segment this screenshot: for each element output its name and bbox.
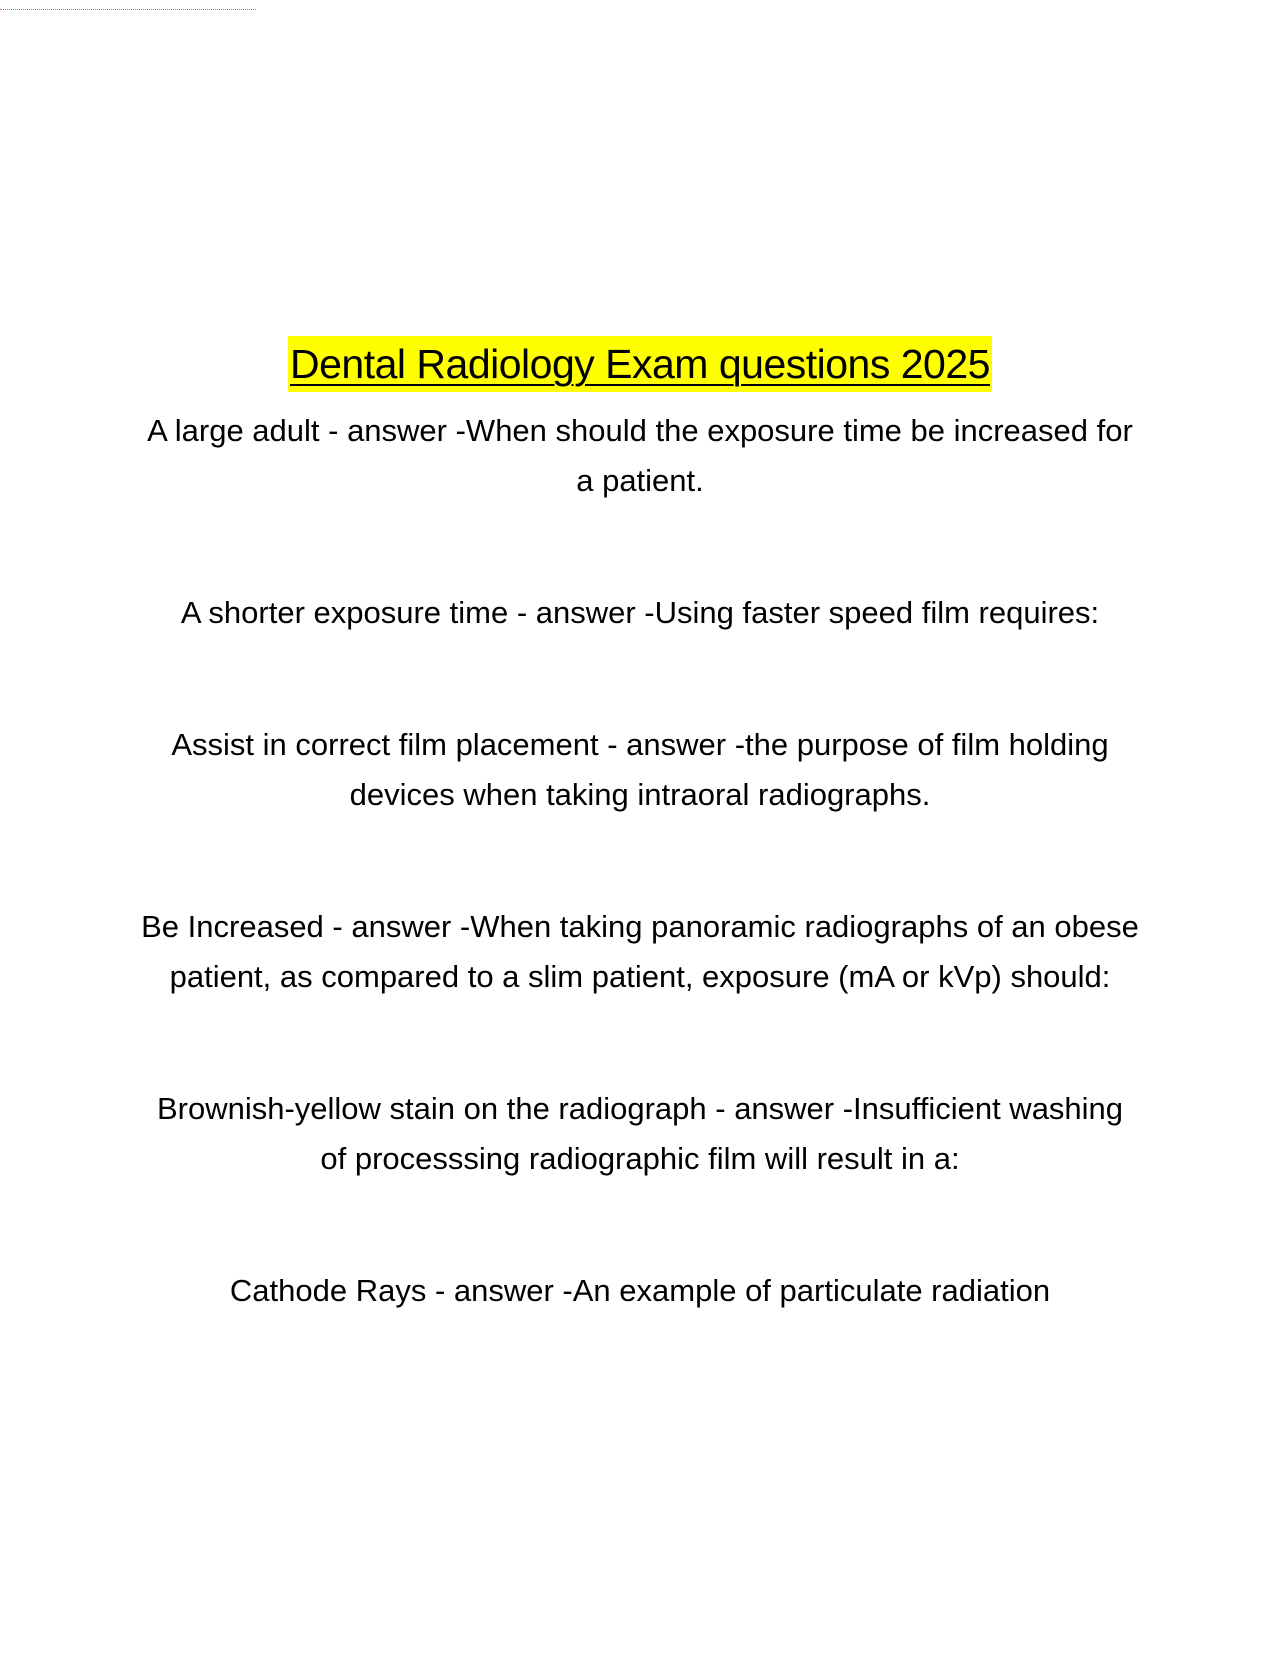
document-title: Dental Radiology Exam questions 2025 xyxy=(288,336,992,392)
top-dotted-rule xyxy=(0,9,256,10)
qa-item-6: Cathode Rays - answer -An example of particulate radiation xyxy=(229,1273,1051,1308)
qa-item-3: Assist in correct film placement - answer -the purpose of film holding devices when taking intraoral radiographs. xyxy=(171,727,1109,812)
title-wrapper xyxy=(140,336,1140,392)
qa-item-2: A shorter exposure time - answer -Using faster speed film requires: xyxy=(180,595,1100,630)
qa-item-4: Be Increased - answer -When taking panoramic radiographs of an obese patient, as compared to a slim patient, exposure (mA or kVp) should: xyxy=(141,909,1139,994)
qa-item-1: A large adult - answer -When should the exposure time be increased for a patient. xyxy=(147,413,1133,498)
document-page xyxy=(140,336,1140,1316)
qa-item-5: Brownish-yellow stain on the radiograph - answer -Insufficient washing of processsing radiographic film will result in a: xyxy=(156,1091,1124,1176)
